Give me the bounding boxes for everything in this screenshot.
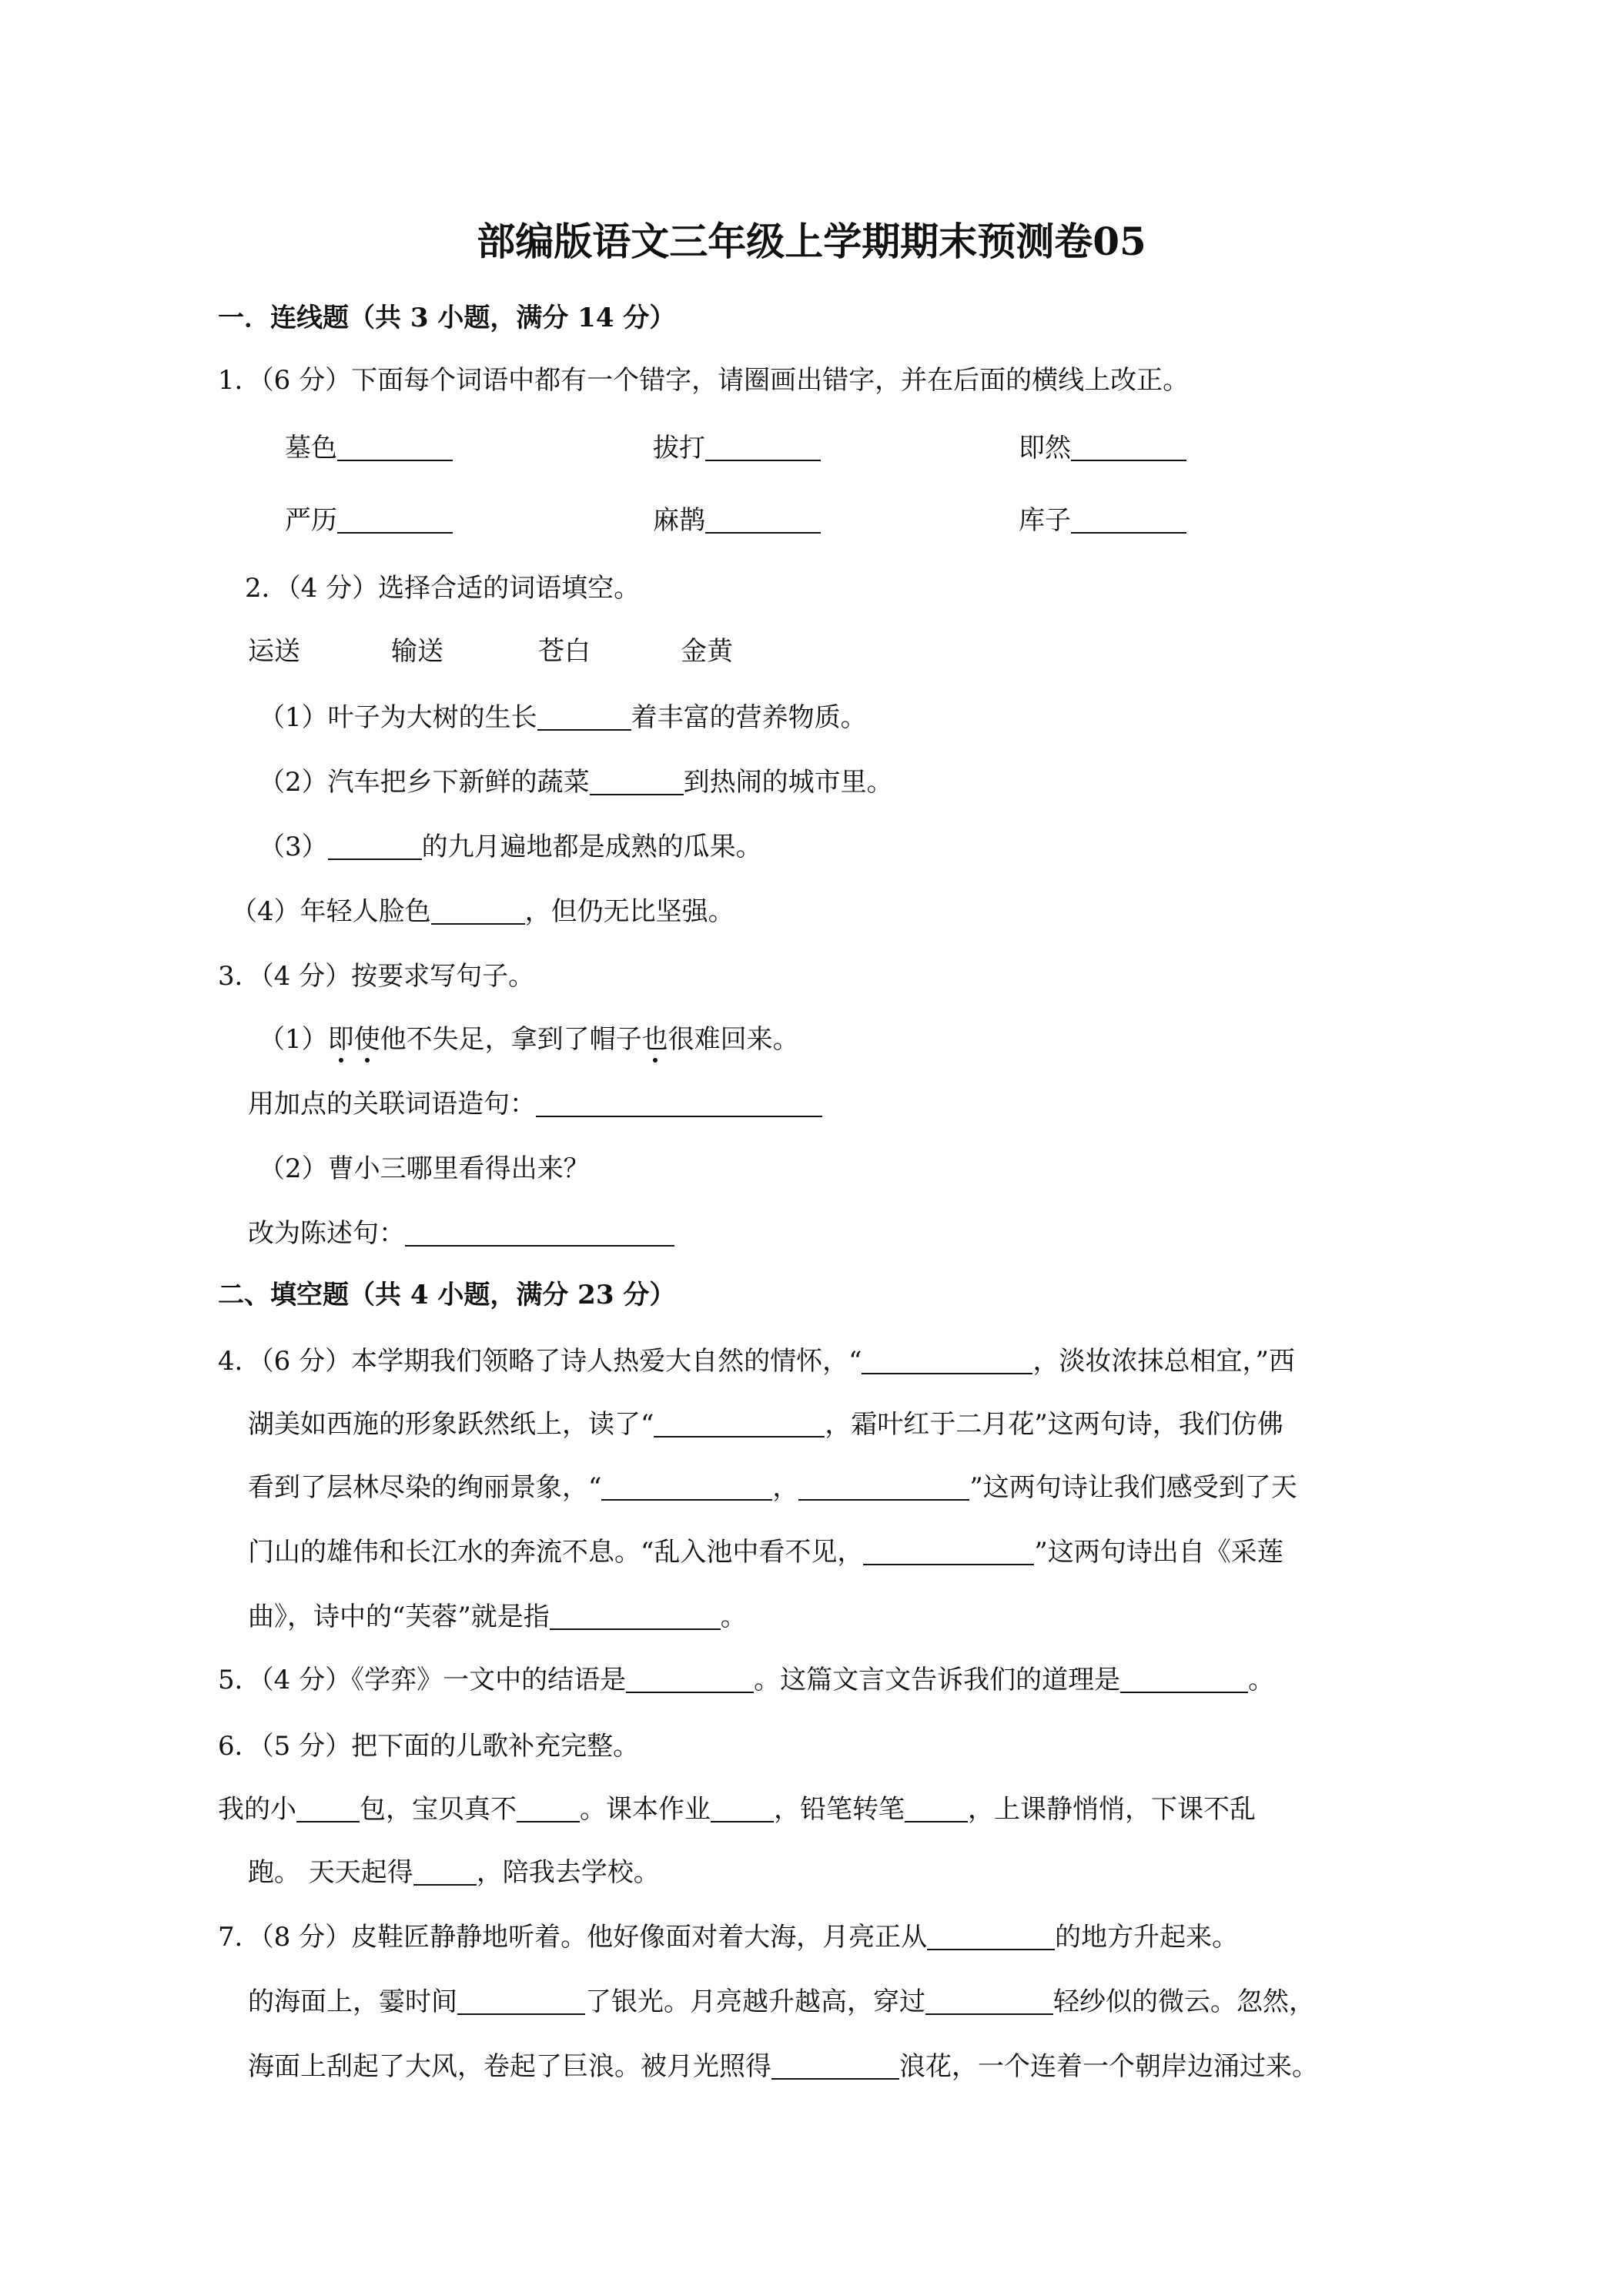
answer-blank[interactable] xyxy=(905,1795,968,1822)
q2-sentence-1: （1）叶子为大树的生长 着丰富的营养物质。 xyxy=(259,702,867,733)
question-3-stem: 3．（4 分）按要求写句子。 xyxy=(218,961,535,992)
q6-line-2: 跑。 天天起得 ，陪我去学校。 xyxy=(248,1857,660,1888)
q1-word-4: 严历 xyxy=(285,504,453,537)
q4-line-2: 湖美如西施的形象跃然纸上，读了“ ，霜叶红于二月花”这两句诗，我们仿佛 xyxy=(248,1409,1283,1440)
q4-line-5: 曲》，诗中的“芙蓉”就是指 。 xyxy=(248,1602,747,1632)
emphasis-char: 使 xyxy=(353,1024,380,1055)
page-title: 部编版语文三年级上学期期末预测卷05 xyxy=(477,219,1146,264)
answer-blank[interactable] xyxy=(1071,433,1186,461)
q1-word-2: 拔打 xyxy=(653,431,821,465)
answer-blank[interactable] xyxy=(517,1795,580,1822)
q1-word-3: 即然 xyxy=(1019,431,1186,465)
answer-blank[interactable] xyxy=(431,897,525,925)
answer-blank[interactable] xyxy=(705,506,821,534)
q2-sentence-2: （2）汽车把乡下新鲜的蔬菜 到热闹的城市里。 xyxy=(259,767,893,798)
q3-part-1: （1）即使他不失足，拿到了帽子也很难回来。 xyxy=(259,1024,799,1055)
answer-blank[interactable] xyxy=(337,506,453,534)
question-2-stem: 2．（4 分）选择合适的词语填空。 xyxy=(245,573,641,604)
answer-blank[interactable] xyxy=(863,1538,1034,1565)
answer-blank[interactable] xyxy=(536,1089,822,1117)
answer-blank[interactable] xyxy=(457,1987,585,2015)
answer-blank[interactable] xyxy=(537,703,631,731)
answer-blank[interactable] xyxy=(798,1473,969,1501)
answer-blank[interactable] xyxy=(328,832,422,860)
answer-blank[interactable] xyxy=(654,1410,825,1438)
answer-blank[interactable] xyxy=(590,768,684,795)
answer-blank[interactable] xyxy=(711,1795,774,1822)
emphasis-char: 即 xyxy=(327,1024,354,1055)
answer-blank[interactable] xyxy=(337,433,453,461)
question-1-stem: 1．（6 分）下面每个词语中都有一个错字，请圈画出错字，并在后面的横线上改正。 xyxy=(218,365,1190,396)
q2-sentence-4: （4）年轻人脸色 ，但仍无比坚强。 xyxy=(231,896,735,927)
section-heading-2: 二、填空题（共 4 小题，满分 23 分） xyxy=(218,1280,676,1310)
answer-blank[interactable] xyxy=(550,1602,721,1630)
answer-blank[interactable] xyxy=(626,1665,754,1693)
q4-line-1: 4．（6 分）本学期我们领略了诗人热爱大自然的情怀，“ ，淡妆浓抹总相宜，”西 xyxy=(218,1346,1295,1377)
q1-word-5: 麻鹊 xyxy=(653,504,821,537)
q4-line-3: 看到了层林尽染的绚丽景象，“ ， ”这两句诗让我们感受到了天 xyxy=(248,1472,1297,1503)
q3-part-2: （2）曹小三哪里看得出来？ xyxy=(259,1153,590,1184)
answer-blank[interactable] xyxy=(862,1347,1032,1374)
q4-line-4: 门山的雄伟和长江水的奔流不息。“乱入池中看不见， ”这两句诗出自《采莲 xyxy=(248,1537,1283,1568)
answer-blank[interactable] xyxy=(771,2052,899,2080)
answer-blank[interactable] xyxy=(1120,1665,1248,1693)
answer-blank[interactable] xyxy=(1071,506,1186,534)
emphasis-char: 也 xyxy=(641,1024,668,1055)
q7-line-2: 的海面上，霎时间 了银光。月亮越升越高，穿过 轻纱似的微云。忽然， xyxy=(248,1986,1315,2017)
option: 金黄 xyxy=(681,636,733,667)
answer-blank[interactable] xyxy=(296,1795,360,1822)
answer-blank[interactable] xyxy=(413,1858,477,1886)
q7-line-1: 7．（8 分）皮鞋匠静静地听着。他好像面对着大海，月亮正从 的地方升起来。 xyxy=(218,1922,1239,1953)
q3-task-1: 用加点的关联词语造句： xyxy=(248,1087,822,1121)
answer-blank[interactable] xyxy=(601,1473,772,1501)
answer-blank[interactable] xyxy=(705,433,821,461)
answer-blank[interactable] xyxy=(927,1923,1055,1950)
question-5: 5．（4 分）《学弈》一文中的结语是 。这篇文言文告诉我们的道理是 。 xyxy=(218,1665,1275,1695)
q1-word-1: 墓色 xyxy=(285,431,453,465)
option: 苍白 xyxy=(538,636,591,667)
q3-task-2: 改为陈述句： xyxy=(248,1217,674,1250)
q6-line-1: 我的小 包，宝贝真不 。课本作业 ，铅笔转笔 ，上课静悄悄，下课不乱 xyxy=(218,1794,1256,1825)
q7-line-3: 海面上刮起了大风，卷起了巨浪。被月光照得 浪花，一个连着一个朝岸边涌过来。 xyxy=(248,2051,1318,2082)
answer-blank[interactable] xyxy=(925,1987,1053,2015)
q1-word-6: 库子 xyxy=(1019,504,1186,537)
q2-sentence-3: （3） 的九月遍地都是成熟的瓜果。 xyxy=(259,832,762,862)
option: 运送 xyxy=(248,636,300,667)
option: 输送 xyxy=(391,636,443,667)
answer-blank[interactable] xyxy=(405,1219,674,1247)
question-6-stem: 6．（5 分）把下面的儿歌补充完整。 xyxy=(218,1731,640,1762)
section-heading-1: 一．连线题（共 3 小题，满分 14 分） xyxy=(218,303,676,333)
